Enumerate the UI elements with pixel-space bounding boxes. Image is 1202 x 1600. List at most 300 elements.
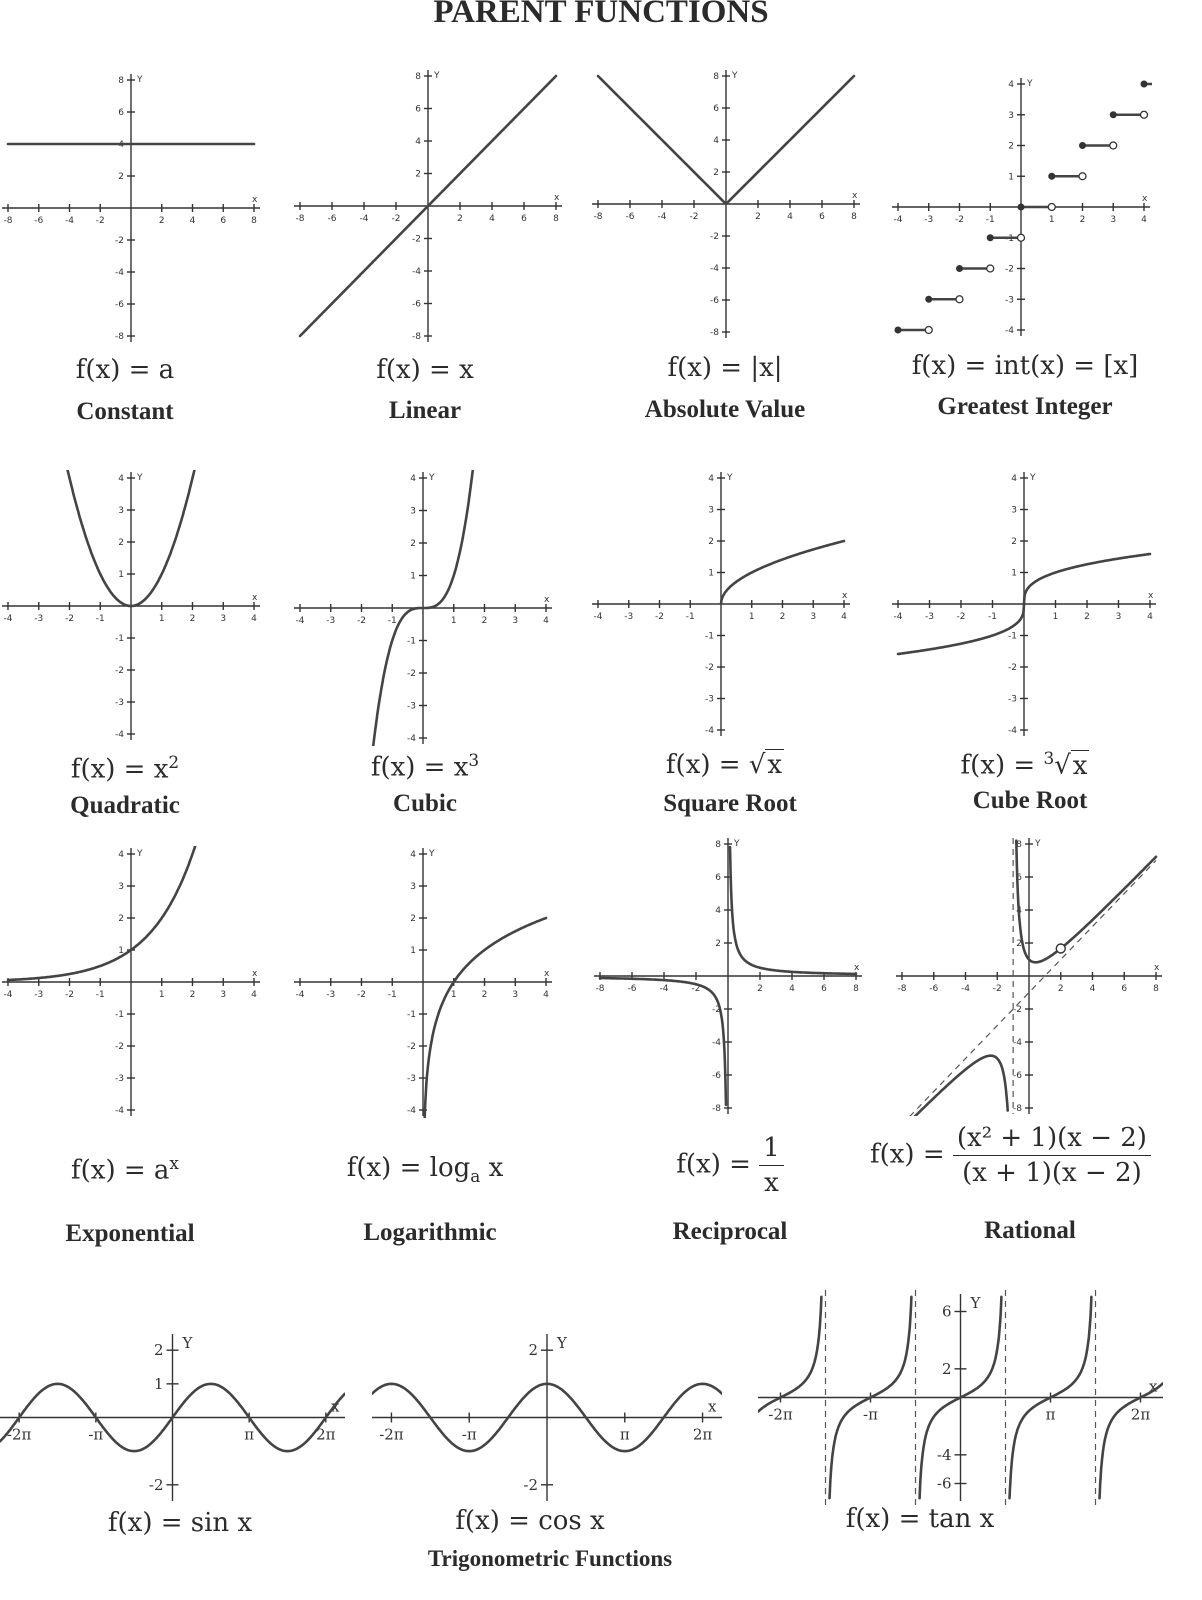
- x-axis-label: x: [252, 969, 258, 979]
- rational-graph: [894, 836, 1164, 1116]
- x-tick-label: -6: [34, 216, 44, 226]
- reciprocal-name: Reciprocal: [672, 1218, 788, 1245]
- y-tick-label: -3: [1008, 694, 1017, 705]
- x-tick-label: -2: [391, 214, 401, 224]
- reciprocal-graph: [592, 836, 864, 1116]
- y-tick-label: 4: [715, 906, 721, 916]
- x-tick-label: 2: [1079, 215, 1086, 225]
- x-axis-label: x: [554, 193, 560, 203]
- y-tick-label: -3: [115, 698, 124, 708]
- y-axis-label: Y: [734, 839, 740, 849]
- x-tick-label: -1: [387, 990, 397, 1000]
- y-tick-label: 6: [941, 1302, 952, 1321]
- cube-root-formula: f(x) = $^3$√x: [960, 748, 1088, 781]
- y-tick-label: 4: [118, 850, 124, 860]
- reciprocal-formula: f(x) = $\frac{1}{x}$: [650, 1133, 810, 1198]
- y-tick-label: 2: [1016, 939, 1022, 949]
- x-tick-label: -3: [924, 215, 934, 225]
- y-tick-label: 2: [708, 537, 714, 547]
- y-tick-label: -2: [407, 669, 416, 679]
- x-tick-label: 4: [841, 612, 847, 622]
- trigonometric-functions-name: Trigonometric Functions: [427, 1546, 673, 1571]
- y-tick-label: -8: [412, 332, 421, 342]
- x-tick-label: 2: [457, 214, 463, 224]
- x-tick-label: 4: [489, 214, 495, 224]
- y-tick-label: -2: [148, 1475, 164, 1494]
- y-tick-label: -4: [407, 1106, 416, 1116]
- x-tick-label: 4: [251, 614, 257, 624]
- y-tick-label: -6: [710, 296, 719, 306]
- y-tick-label: 1: [410, 571, 416, 582]
- y-tick-label: 4: [1016, 906, 1022, 916]
- y-tick-label: 2: [1008, 141, 1014, 152]
- y-tick-label: -4: [712, 1038, 721, 1048]
- x-axis-label: x: [331, 1397, 340, 1416]
- y-tick-label: 2: [410, 914, 416, 924]
- y-tick-label: -6: [712, 1071, 721, 1081]
- y-tick-label: 2: [118, 914, 124, 924]
- closed-point: [1018, 204, 1025, 211]
- x-tick-label: -3: [34, 990, 44, 1000]
- x-tick-label: -4: [593, 612, 603, 622]
- x-axis-label: x: [1148, 591, 1154, 601]
- x-axis-label: x: [252, 593, 258, 603]
- y-tick-label: 4: [118, 140, 124, 150]
- y-tick-label: 4: [713, 136, 719, 146]
- x-tick-label: 3: [220, 614, 227, 624]
- y-tick-label: -4: [1013, 1038, 1022, 1048]
- x-tick-label: -2π: [379, 1425, 404, 1444]
- cosine-formula: f(x) = cos x: [455, 1506, 605, 1536]
- y-axis-label: Y: [434, 71, 440, 81]
- y-tick-label: 6: [118, 108, 124, 118]
- x-tick-label: -1: [985, 215, 995, 225]
- x-tick-label: 2: [189, 614, 196, 624]
- y-tick-label: -2: [710, 232, 719, 242]
- y-tick-label: -2: [115, 236, 124, 246]
- x-axis-label: x: [1142, 194, 1148, 204]
- x-tick-label: 3: [512, 616, 519, 626]
- y-axis-label: Y: [429, 849, 435, 859]
- open-point: [925, 327, 932, 334]
- x-tick-label: -4: [65, 216, 74, 226]
- x-tick-label: -3: [326, 616, 336, 626]
- y-tick-label: 2: [118, 172, 124, 182]
- x-tick-label: -3: [34, 614, 44, 624]
- x-tick-label: -4: [295, 990, 305, 1000]
- function-curve: [600, 978, 726, 1105]
- absolute-value-graph: [590, 68, 862, 340]
- square-root-formula: f(x) = √x: [665, 750, 783, 780]
- y-tick-label: -6: [412, 299, 421, 310]
- y-tick-label: 4: [415, 137, 421, 147]
- x-tick-label: -2: [992, 984, 1002, 994]
- x-axis-label: x: [852, 191, 858, 201]
- x-tick-label: -2: [955, 215, 964, 225]
- y-tick-label: 6: [713, 104, 719, 114]
- y-axis-label: Y: [429, 473, 435, 483]
- y-tick-label: 2: [713, 168, 719, 178]
- y-tick-label: -8: [115, 332, 124, 342]
- x-tick-label: -2: [357, 990, 366, 1000]
- y-tick-label: -8: [712, 1104, 721, 1114]
- x-tick-label: -2: [65, 990, 74, 1000]
- y-tick-label: 2: [1011, 537, 1017, 547]
- rational-name: Rational: [984, 1217, 1076, 1244]
- sine-graph: [0, 1330, 345, 1505]
- y-tick-label: 3: [410, 506, 416, 517]
- y-tick-label: -6: [115, 300, 124, 310]
- logarithmic-graph: [292, 846, 554, 1118]
- x-tick-label: 2: [481, 616, 488, 626]
- x-axis-label: x: [544, 595, 550, 605]
- cubic-graph: [292, 470, 554, 746]
- function-curve: [915, 1056, 1008, 1116]
- x-tick-label: 8: [1153, 984, 1159, 994]
- y-tick-label: 4: [410, 850, 416, 860]
- x-tick-label: 1: [1048, 215, 1055, 225]
- x-tick-label: 2π: [692, 1425, 713, 1444]
- y-tick-label: -1: [1005, 233, 1014, 244]
- x-tick-label: 4: [189, 216, 196, 226]
- y-tick-label: 1: [118, 946, 124, 956]
- greatest-integer-name: Greatest Integer: [937, 393, 1113, 420]
- x-tick-label: -2: [95, 216, 105, 226]
- x-tick-label: -2: [357, 616, 366, 626]
- x-tick-label: -2π: [6, 1425, 32, 1444]
- y-axis-label: Y: [1030, 473, 1036, 483]
- x-tick-label: 4: [543, 990, 549, 1000]
- linear-formula: f(x) = x: [376, 355, 474, 385]
- x-tick-label: 2: [755, 212, 761, 222]
- x-tick-label: -π: [863, 1405, 878, 1424]
- open-point: [1079, 173, 1086, 180]
- x-tick-label: -1: [95, 990, 105, 1000]
- x-tick-label: -4: [359, 214, 369, 224]
- y-tick-label: -2: [523, 1475, 538, 1494]
- open-point: [1110, 142, 1117, 149]
- x-tick-label: 3: [1115, 612, 1122, 622]
- y-tick-label: 3: [118, 882, 124, 892]
- y-axis-label: Y: [137, 75, 143, 85]
- y-tick-label: -6: [936, 1474, 952, 1493]
- x-tick-label: -2: [956, 612, 966, 622]
- closed-point: [1079, 142, 1086, 149]
- y-axis-label: Y: [732, 71, 738, 81]
- y-tick-label: -4: [936, 1445, 952, 1464]
- x-tick-label: 2: [1057, 984, 1064, 994]
- x-tick-label: 4: [1089, 984, 1096, 994]
- y-axis-label: Y: [137, 473, 143, 483]
- x-tick-label: 4: [1141, 215, 1147, 225]
- x-tick-label: -3: [326, 990, 336, 1000]
- y-tick-label: 3: [1008, 110, 1014, 121]
- y-tick-label: 6: [715, 873, 721, 883]
- y-tick-label: 8: [713, 72, 719, 82]
- y-tick-label: 2: [153, 1341, 164, 1360]
- y-tick-label: 2: [715, 939, 721, 949]
- y-tick-label: -3: [1005, 295, 1014, 306]
- x-tick-label: -1: [95, 614, 105, 624]
- y-tick-label: -8: [710, 328, 719, 338]
- x-axis-label: x: [708, 1397, 717, 1416]
- x-tick-label: 6: [821, 984, 827, 994]
- x-tick-label: -6: [327, 214, 337, 224]
- x-tick-label: 1: [1052, 612, 1059, 622]
- y-tick-label: 3: [708, 505, 714, 516]
- closed-point: [956, 265, 963, 272]
- y-tick-label: 2: [941, 1359, 952, 1378]
- y-tick-label: -6: [1013, 1071, 1022, 1081]
- square-root-name: Square Root: [663, 790, 797, 817]
- x-tick-label: -4: [961, 984, 970, 994]
- x-tick-label: -π: [461, 1425, 477, 1444]
- x-tick-label: 2: [757, 984, 763, 994]
- x-tick-label: 4: [787, 212, 793, 222]
- x-tick-label: 1: [450, 990, 457, 1000]
- y-tick-label: 8: [715, 840, 721, 850]
- y-tick-label: -1: [115, 1010, 124, 1020]
- quadratic-formula: $f(x) = x^2$: [70, 752, 180, 785]
- x-tick-label: 8: [553, 214, 559, 224]
- x-tick-label: -4: [295, 616, 305, 626]
- y-tick-label: -3: [705, 694, 714, 705]
- sine-formula: f(x) = sin x: [107, 1508, 253, 1538]
- x-tick-label: 3: [1110, 215, 1117, 225]
- open-point: [956, 296, 963, 303]
- function-curve: [425, 918, 547, 1118]
- y-tick-label: 2: [415, 169, 421, 180]
- x-tick-label: 6: [1121, 984, 1128, 994]
- y-tick-label: 2: [528, 1341, 538, 1360]
- x-tick-label: -4: [893, 215, 903, 225]
- y-tick-label: -3: [115, 1074, 124, 1084]
- x-tick-label: 6: [220, 216, 227, 226]
- y-tick-label: 2: [410, 539, 416, 549]
- x-tick-label: 2: [1084, 612, 1090, 622]
- open-point: [1018, 234, 1025, 241]
- x-tick-label: 2π: [1130, 1405, 1151, 1424]
- closed-point: [895, 327, 902, 334]
- y-tick-label: 6: [1016, 873, 1022, 883]
- x-tick-label: -2π: [768, 1405, 793, 1424]
- hole-point: [1056, 944, 1065, 953]
- y-axis-label: Y: [557, 1334, 567, 1352]
- x-axis-label: x: [1154, 963, 1160, 973]
- x-tick-label: -6: [627, 984, 637, 994]
- x-tick-label: -8: [897, 984, 907, 994]
- x-tick-label: -4: [659, 984, 669, 994]
- logarithmic-name: Logarithmic: [363, 1219, 497, 1246]
- x-tick-label: -2: [655, 612, 664, 622]
- cubic-name: Cubic: [393, 790, 457, 817]
- y-tick-label: 8: [1016, 840, 1022, 850]
- x-axis-label: x: [252, 195, 258, 205]
- quadratic-name: Quadratic: [70, 792, 180, 819]
- logarithmic-formula: $f(x) = \log_a x$: [346, 1153, 504, 1187]
- x-tick-label: π: [244, 1425, 255, 1444]
- x-tick-label: 2: [189, 990, 196, 1000]
- x-tick-label: 8: [853, 984, 859, 994]
- x-tick-label: 3: [810, 612, 817, 622]
- y-tick-label: 1: [1011, 568, 1017, 579]
- y-tick-label: -2: [1008, 663, 1017, 673]
- y-tick-label: -2: [1013, 1005, 1022, 1015]
- absolute-value-formula: f(x) = |x|: [667, 353, 783, 383]
- page-title: PARENT FUNCTIONS: [433, 0, 769, 30]
- x-tick-label: 4: [789, 984, 795, 994]
- y-tick-label: -4: [412, 267, 421, 277]
- y-tick-label: -4: [115, 268, 124, 278]
- y-tick-label: 1: [708, 568, 714, 579]
- absolute-value-name: Absolute Value: [644, 396, 806, 423]
- function-curve: [1016, 841, 1156, 963]
- tangent-formula: f(x) = tan x: [845, 1504, 995, 1534]
- y-tick-label: -4: [710, 264, 719, 274]
- closed-point: [1110, 111, 1117, 118]
- function-curve: [721, 541, 844, 604]
- cosine-graph: [372, 1330, 722, 1505]
- x-tick-label: 1: [158, 614, 165, 624]
- x-tick-label: 4: [543, 616, 549, 626]
- x-tick-label: 6: [819, 212, 825, 222]
- y-tick-label: -2: [407, 1042, 416, 1052]
- greatest-integer-formula: f(x) = int(x) = [x]: [911, 351, 1139, 381]
- y-tick-label: -1: [407, 636, 416, 647]
- y-tick-label: 4: [410, 474, 416, 484]
- x-tick-label: 2: [158, 216, 165, 226]
- x-tick-label: -8: [3, 216, 13, 226]
- open-point: [1141, 111, 1148, 118]
- constant-name: Constant: [76, 398, 174, 425]
- y-axis-label: Y: [1027, 79, 1033, 89]
- x-tick-label: 4: [1147, 612, 1153, 622]
- y-tick-label: -2: [712, 1005, 721, 1015]
- function-curve: [8, 846, 197, 980]
- open-point: [1048, 204, 1055, 211]
- y-tick-label: -1: [407, 1010, 416, 1020]
- cubic-formula: $f(x) = x^3$: [370, 750, 480, 783]
- y-tick-label: 1: [1008, 172, 1014, 183]
- y-tick-label: -1: [705, 631, 714, 642]
- y-tick-label: -1: [1008, 631, 1017, 642]
- closed-point: [925, 296, 932, 303]
- exponential-graph: [0, 846, 262, 1118]
- cube-root-name: Cube Root: [972, 787, 1088, 814]
- y-tick-label: -2: [412, 234, 421, 245]
- y-tick-label: -8: [1013, 1104, 1022, 1114]
- y-tick-label: 4: [708, 474, 714, 484]
- constant-graph: [0, 72, 262, 344]
- square-root-graph: [590, 470, 852, 738]
- y-tick-label: -2: [705, 663, 714, 673]
- constant-formula: f(x) = a: [75, 355, 175, 385]
- y-axis-label: Y: [1035, 839, 1041, 849]
- y-tick-label: 3: [1011, 505, 1017, 516]
- greatest-integer-graph: [890, 76, 1152, 338]
- x-tick-label: -4: [3, 614, 13, 624]
- y-tick-label: -4: [1008, 726, 1017, 736]
- y-tick-label: 6: [415, 104, 421, 115]
- y-tick-label: -1: [115, 634, 124, 644]
- cube-root-graph: [890, 470, 1158, 738]
- x-tick-label: -2: [691, 984, 701, 994]
- x-tick-label: 8: [851, 212, 857, 222]
- x-tick-label: 2π: [316, 1425, 336, 1444]
- x-tick-label: 6: [521, 214, 527, 224]
- y-axis-label: Y: [970, 1294, 981, 1312]
- x-tick-label: -1: [685, 612, 695, 622]
- y-tick-label: 4: [1011, 474, 1017, 484]
- x-tick-label: -8: [593, 212, 603, 222]
- y-tick-label: -4: [115, 1106, 124, 1116]
- x-tick-label: -3: [624, 612, 634, 622]
- x-tick-label: π: [619, 1425, 630, 1444]
- x-tick-label: 4: [251, 990, 257, 1000]
- y-tick-label: -3: [407, 1074, 416, 1084]
- x-tick-label: 3: [512, 990, 519, 1000]
- y-tick-label: -4: [115, 730, 124, 740]
- x-tick-label: 1: [158, 990, 165, 1000]
- x-axis-label: x: [1149, 1377, 1158, 1396]
- function-curve: [730, 847, 856, 974]
- closed-point: [987, 234, 994, 241]
- y-tick-label: 8: [415, 72, 421, 82]
- x-tick-label: -6: [929, 984, 939, 994]
- linear-name: Linear: [388, 397, 462, 424]
- y-axis-label: Y: [137, 849, 143, 859]
- x-tick-label: -4: [3, 990, 13, 1000]
- x-tick-label: -1: [387, 616, 397, 626]
- x-tick-label: 1: [450, 616, 457, 626]
- x-tick-label: 2: [481, 990, 488, 1000]
- y-tick-label: 3: [118, 506, 124, 516]
- x-tick-label: π: [1045, 1405, 1056, 1424]
- x-tick-label: -4: [657, 212, 667, 222]
- x-tick-label: 8: [251, 216, 257, 226]
- x-tick-label: -2: [689, 212, 699, 222]
- x-axis-label: x: [544, 969, 550, 979]
- closed-point: [1048, 173, 1055, 180]
- x-tick-label: 1: [748, 612, 755, 622]
- y-tick-label: 1: [153, 1374, 164, 1393]
- x-tick-label: -4: [893, 612, 903, 622]
- x-tick-label: -8: [295, 214, 305, 224]
- x-tick-label: -1: [988, 612, 997, 622]
- quadratic-graph: [0, 470, 262, 742]
- exponential-name: Exponential: [65, 1220, 195, 1247]
- y-tick-label: -3: [407, 701, 416, 712]
- y-tick-label: 1: [118, 570, 124, 580]
- exponential-formula: $f(x) = a^x$: [71, 1153, 179, 1186]
- tangent-graph: [758, 1290, 1163, 1505]
- x-tick-label: -6: [625, 212, 635, 222]
- x-tick-label: 3: [220, 990, 227, 1000]
- x-axis-label: x: [842, 591, 848, 601]
- linear-graph: [292, 68, 564, 344]
- y-axis-label: Y: [727, 473, 733, 483]
- tangent-branch: [758, 1297, 821, 1412]
- x-tick-label: -8: [595, 984, 605, 994]
- x-tick-label: -2: [65, 614, 74, 624]
- x-tick-label: -3: [925, 612, 934, 622]
- closed-point: [1141, 81, 1148, 88]
- y-tick-label: -2: [1005, 264, 1014, 275]
- y-tick-label: 4: [1008, 80, 1014, 90]
- y-tick-label: 1: [410, 946, 416, 956]
- y-tick-label: -4: [1005, 326, 1014, 336]
- rational-formula: f(x) = $\frac{\text{(x² + 1)(x − 2)}}{(x + 1)(x - 2)}$: [870, 1123, 1200, 1188]
